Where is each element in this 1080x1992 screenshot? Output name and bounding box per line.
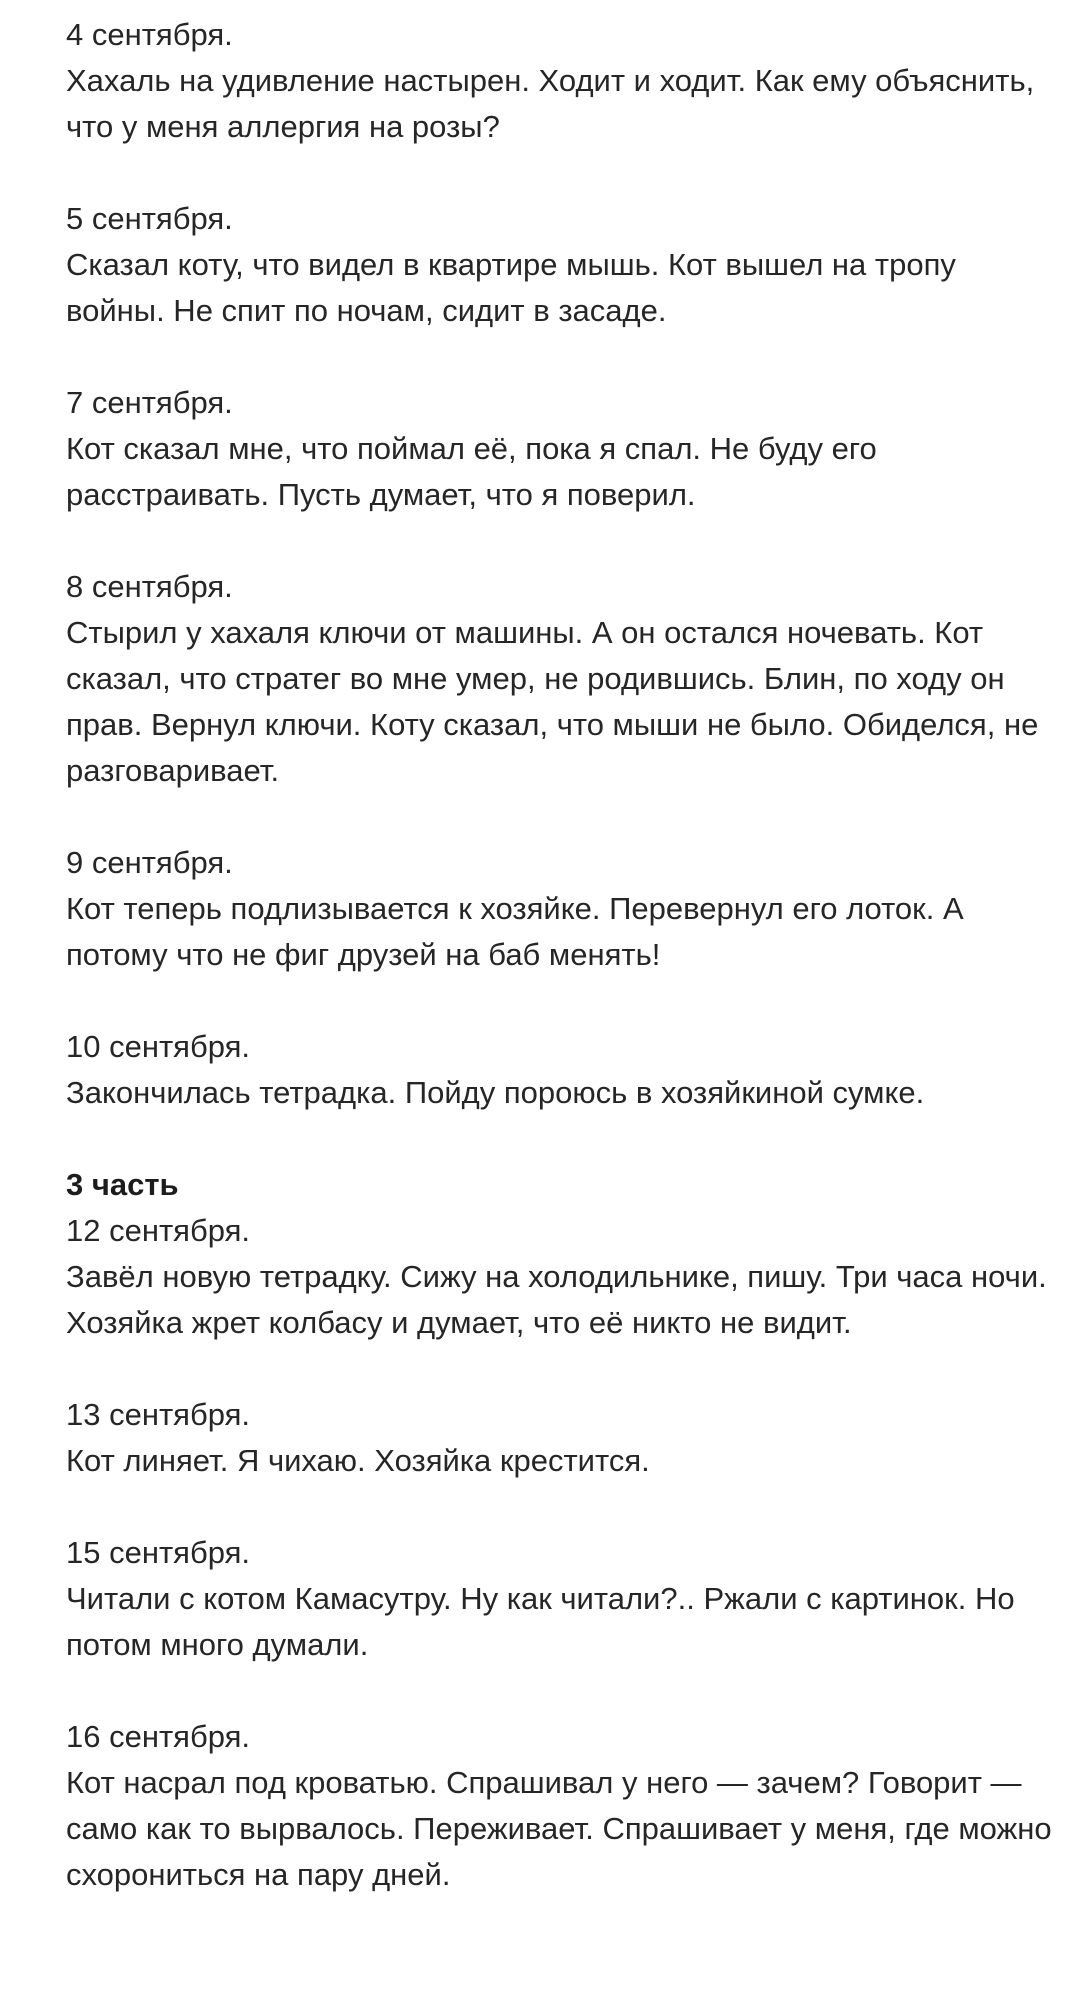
entry-date: 12 сентября. [66, 1213, 250, 1248]
part-heading: 3 часть [66, 1167, 179, 1202]
entry-date: 7 сентября. [66, 385, 233, 420]
entry-text: Стырил у хахаля ключи от машины. А он остался ночевать. Кот сказал, что стратег во мне умер, не родившись. Блин, по ходу он прав. Вернул ключи. Коту сказал, что мыши не было. Обиделся, не разговаривает. [66, 615, 1039, 788]
diary-entry [66, 196, 1056, 334]
entry-text: Завёл новую тетрадку. Сижу на холодильнике, пишу. Три часа ночи. Хозяйка жрет колбасу и думает, что её никто не видит. [66, 1259, 1047, 1340]
entry-text: Кот теперь подлизывается к хозяйке. Перевернул его лоток. А потому что не фиг друзей на баб менять! [66, 891, 964, 972]
diary-entry [66, 1714, 1056, 1898]
diary-entry [66, 380, 1056, 518]
entry-text: Кот сказал мне, что поймал её, пока я спал. Не буду его расстраивать. Пусть думает, что я поверил. [66, 431, 877, 512]
entry-text: Сказал коту, что видел в квартире мышь. Кот вышел на тропу войны. Не спит по ночам, сидит в засаде. [66, 247, 956, 328]
entry-text: Закончилась тетрадка. Пойду пороюсь в хозяйкиной сумке. [66, 1075, 925, 1110]
diary-entry [66, 1530, 1056, 1668]
entry-date: 4 сентября. [66, 17, 233, 52]
entry-date: 9 сентября. [66, 845, 233, 880]
entry-date: 13 сентября. [66, 1397, 250, 1432]
article-body [66, 12, 1056, 1944]
diary-entry [66, 1392, 1056, 1484]
entry-text: Кот линяет. Я чихаю. Хозяйка крестится. [66, 1443, 650, 1478]
entry-date: 5 сентября. [66, 201, 233, 236]
entry-date: 8 сентября. [66, 569, 233, 604]
diary-entry [66, 1162, 1056, 1346]
entry-text: Хахаль на удивление настырен. Ходит и ходит. Как ему объяснить, что у меня аллергия на розы? [66, 63, 1035, 144]
entry-text: Читали с котом Камасутру. Ну как читали?.. Ржали с картинок. Но потом много думали. [66, 1581, 1015, 1662]
diary-entry [66, 12, 1056, 150]
diary-entry [66, 564, 1056, 794]
entry-date: 10 сентября. [66, 1029, 250, 1064]
entry-text: Кот насрал под кроватью. Спрашивал у него — зачем? Говорит — само как то вырвалось. Переживает. Спрашивает у меня, где можно схорониться на пару дней. [66, 1765, 1052, 1892]
diary-entry [66, 840, 1056, 978]
entry-date: 16 сентября. [66, 1719, 250, 1754]
diary-entry [66, 1024, 1056, 1116]
entry-date: 15 сентября. [66, 1535, 250, 1570]
